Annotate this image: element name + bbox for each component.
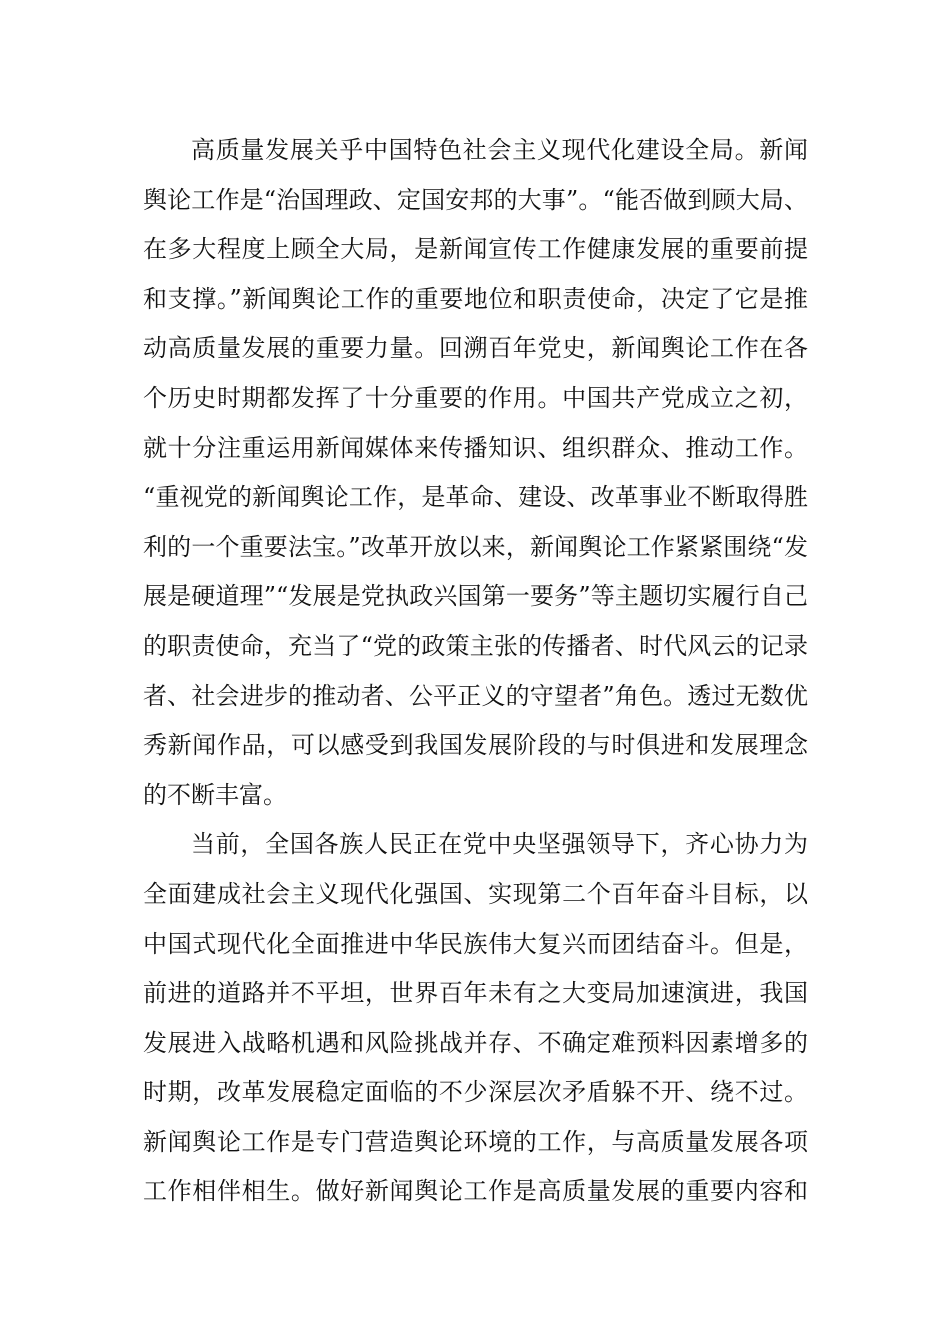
text-line: 动高质量发展的重要力量。回溯百年党史，新闻舆论工作在各 <box>143 334 808 363</box>
text-line: 时期，改革发展稳定面临的不少深层次矛盾躲不开、绕不过。 <box>143 1078 808 1107</box>
text-line: 的不断丰富。 <box>143 780 287 809</box>
text-line: 高质量发展关乎中国特色社会主义现代化建设全局。新闻 <box>191 136 808 164</box>
text-line: 前进的道路并不平坦，世界百年未有之大变局加速演进，我国 <box>143 979 808 1008</box>
body-text <box>143 126 808 1217</box>
text-line: 利的一个重要法宝。”改革开放以来，新闻舆论工作紧紧围绕“发 <box>143 532 808 561</box>
text-line: 新闻舆论工作是专门营造舆论环境的工作，与高质量发展各项 <box>143 1127 808 1156</box>
paragraph-1 <box>143 126 808 820</box>
text-line: 中国式现代化全面推进中华民族伟大复兴而团结奋斗。但是， <box>143 929 808 958</box>
text-line: 展是硬道理”“发展是党执政兴国第一要务”等主题切实履行自己 <box>143 582 808 611</box>
text-line: 发展进入战略机遇和风险挑战并存、不确定难预料因素增多的 <box>143 1028 808 1057</box>
text-line: “重视党的新闻舆论工作，是革命、建设、改革事业不断取得胜 <box>143 483 808 512</box>
text-line: 工作相伴相生。做好新闻舆论工作是高质量发展的重要内容和 <box>143 1177 808 1206</box>
text-line: 和支撑。”新闻舆论工作的重要地位和职责使命，决定了它是推 <box>143 284 808 313</box>
text-line: 当前，全国各族人民正在党中央坚强领导下，齐心协力为 <box>191 830 808 859</box>
paragraph-2 <box>143 820 808 1217</box>
text-line: 舆论工作是“治国理政、定国安邦的大事”。“能否做到顾大局、 <box>143 185 808 214</box>
text-line: 秀新闻作品，可以感受到我国发展阶段的与时俱进和发展理念 <box>143 731 808 760</box>
text-line: 全面建成社会主义现代化强国、实现第二个百年奋斗目标，以 <box>143 879 808 908</box>
text-line: 者、社会进步的推动者、公平正义的守望者”角色。透过无数优 <box>143 681 808 710</box>
text-line: 就十分注重运用新闻媒体来传播知识、组织群众、推动工作。 <box>143 433 808 462</box>
text-line: 在多大程度上顾全大局，是新闻宣传工作健康发展的重要前提 <box>143 235 808 264</box>
text-line: 个历史时期都发挥了十分重要的作用。中国共产党成立之初， <box>143 383 808 412</box>
text-line: 的职责使命，充当了“党的政策主张的传播者、时代风云的记录 <box>143 631 808 660</box>
